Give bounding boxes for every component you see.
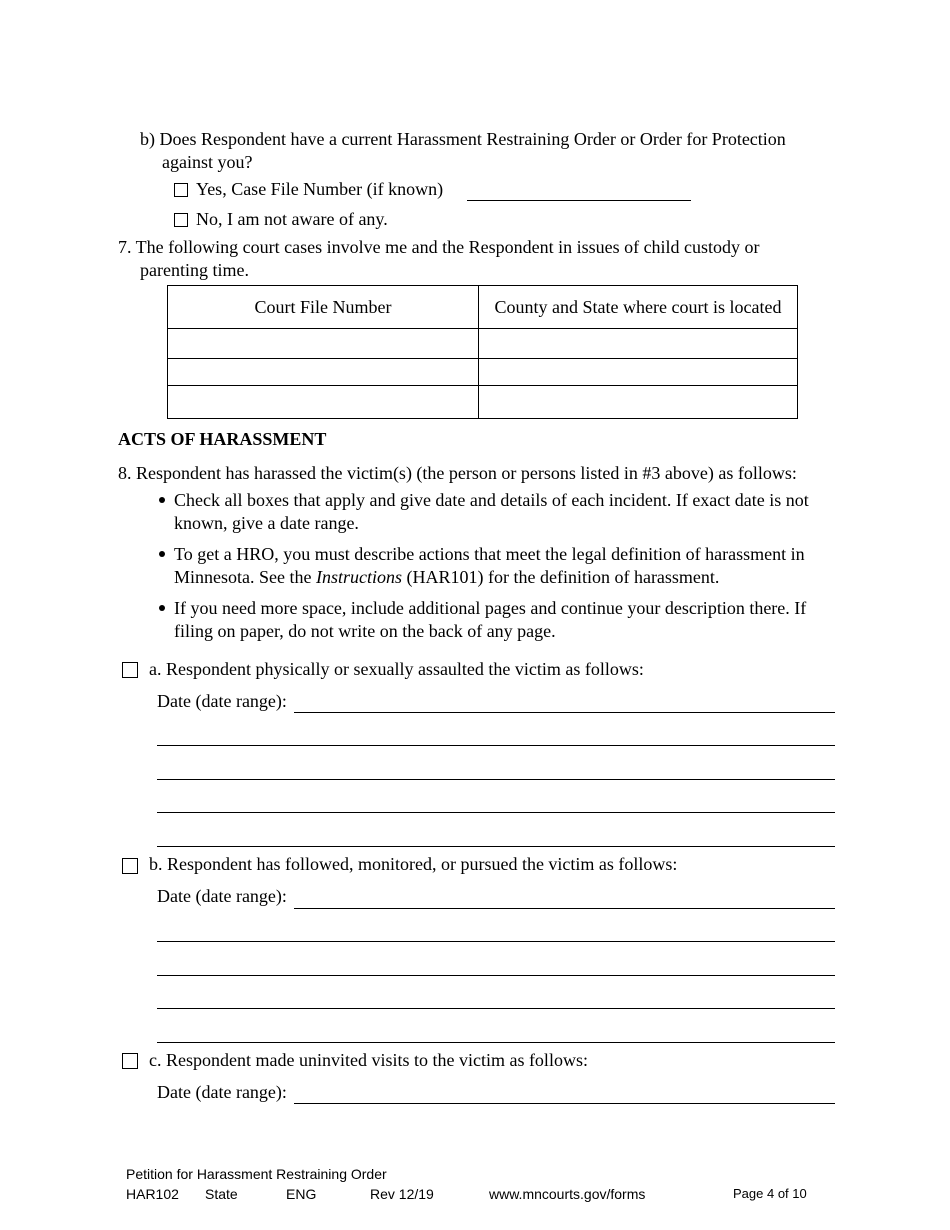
bullet-1-line1: Check all boxes that apply and give date and details of each incident. If exact date is not bbox=[174, 490, 809, 510]
item-b-detail-line[interactable] bbox=[157, 1008, 835, 1009]
table-header-row bbox=[168, 286, 798, 329]
instructions-reference: Instructions bbox=[315, 567, 402, 587]
item-a-detail-line[interactable] bbox=[157, 846, 835, 847]
county-state-cell[interactable] bbox=[479, 386, 798, 419]
court-cases-table bbox=[167, 285, 798, 419]
footer-form-title: Petition for Harassment Restraining Order bbox=[126, 1166, 387, 1182]
court-file-number-cell[interactable] bbox=[168, 386, 479, 419]
bullet-3-line2: filing on paper, do not write on the back of any page. bbox=[174, 621, 556, 641]
item-a-label: a. Respondent physically or sexually assaulted the victim as follows: bbox=[149, 659, 644, 679]
footer-page-number: Page 4 of 10 bbox=[733, 1186, 807, 1201]
uninvited-visits-checkbox[interactable] bbox=[122, 1053, 138, 1069]
item-b-label: b. Respondent has followed, monitored, or pursued the victim as follows: bbox=[149, 854, 678, 874]
footer-url[interactable]: www.mncourts.gov/forms bbox=[489, 1186, 646, 1202]
q8-intro: 8. Respondent has harassed the victim(s) (the person or persons listed in #3 above) as follows: bbox=[118, 463, 797, 483]
item-b-detail-line[interactable] bbox=[157, 975, 835, 976]
section-heading: ACTS OF HARASSMENT bbox=[118, 429, 327, 449]
court-file-number-cell[interactable] bbox=[168, 329, 479, 359]
county-state-cell[interactable] bbox=[479, 329, 798, 359]
county-state-cell[interactable] bbox=[479, 359, 798, 386]
case-file-number-field[interactable] bbox=[467, 200, 691, 201]
q6b-text-line2: against you? bbox=[162, 152, 253, 172]
item-a-detail-line[interactable] bbox=[157, 812, 835, 813]
item-a-detail-line[interactable] bbox=[157, 779, 835, 780]
bullet-2-line1: To get a HRO, you must describe actions that meet the legal definition of harassment in bbox=[174, 544, 805, 564]
footer-form-code: HAR102 bbox=[126, 1186, 179, 1202]
item-b-date-label: Date (date range): bbox=[157, 886, 287, 906]
table-row bbox=[168, 329, 798, 359]
bullet-2-line2: Minnesota. See the Instructions (HAR101) for the definition of harassment. bbox=[174, 567, 720, 587]
item-a-detail-line[interactable] bbox=[157, 745, 835, 746]
no-checkbox[interactable] bbox=[174, 213, 188, 227]
footer-language: ENG bbox=[286, 1186, 317, 1202]
no-label: No, I am not aware of any. bbox=[196, 209, 388, 229]
table-row bbox=[168, 359, 798, 386]
bullet-1-line2: known, give a date range. bbox=[174, 513, 359, 533]
bullet-icon bbox=[159, 605, 165, 611]
item-a-date-label: Date (date range): bbox=[157, 691, 287, 711]
yes-checkbox[interactable] bbox=[174, 183, 188, 197]
followed-checkbox[interactable] bbox=[122, 858, 138, 874]
q6b-text-line1: b) Does Respondent have a current Harassment Restraining Order or Order for Protection bbox=[140, 129, 786, 149]
table-row bbox=[168, 386, 798, 419]
footer-jurisdiction: State bbox=[205, 1186, 238, 1202]
item-c-date-label: Date (date range): bbox=[157, 1082, 287, 1102]
bullet-icon bbox=[159, 551, 165, 557]
bullet-icon bbox=[159, 497, 165, 503]
yes-label: Yes, Case File Number (if known) bbox=[196, 179, 444, 199]
item-a-date-field[interactable] bbox=[294, 712, 835, 713]
item-b-date-field[interactable] bbox=[294, 908, 835, 909]
assault-checkbox[interactable] bbox=[122, 662, 138, 678]
item-b-detail-line[interactable] bbox=[157, 941, 835, 942]
column-header-county-state: County and State where court is located bbox=[479, 286, 798, 329]
item-c-label: c. Respondent made uninvited visits to the victim as follows: bbox=[149, 1050, 588, 1070]
column-header-court-file-number: Court File Number bbox=[168, 286, 479, 329]
footer-revision: Rev 12/19 bbox=[370, 1186, 434, 1202]
court-file-number-cell[interactable] bbox=[168, 359, 479, 386]
item-b-detail-line[interactable] bbox=[157, 1042, 835, 1043]
bullet-3-line1: If you need more space, include additional pages and continue your description there. If bbox=[174, 598, 807, 618]
q7-text-line1: 7. The following court cases involve me and the Respondent in issues of child custody or bbox=[118, 237, 760, 257]
q7-text-line2: parenting time. bbox=[140, 260, 249, 280]
item-c-date-field[interactable] bbox=[294, 1103, 835, 1104]
